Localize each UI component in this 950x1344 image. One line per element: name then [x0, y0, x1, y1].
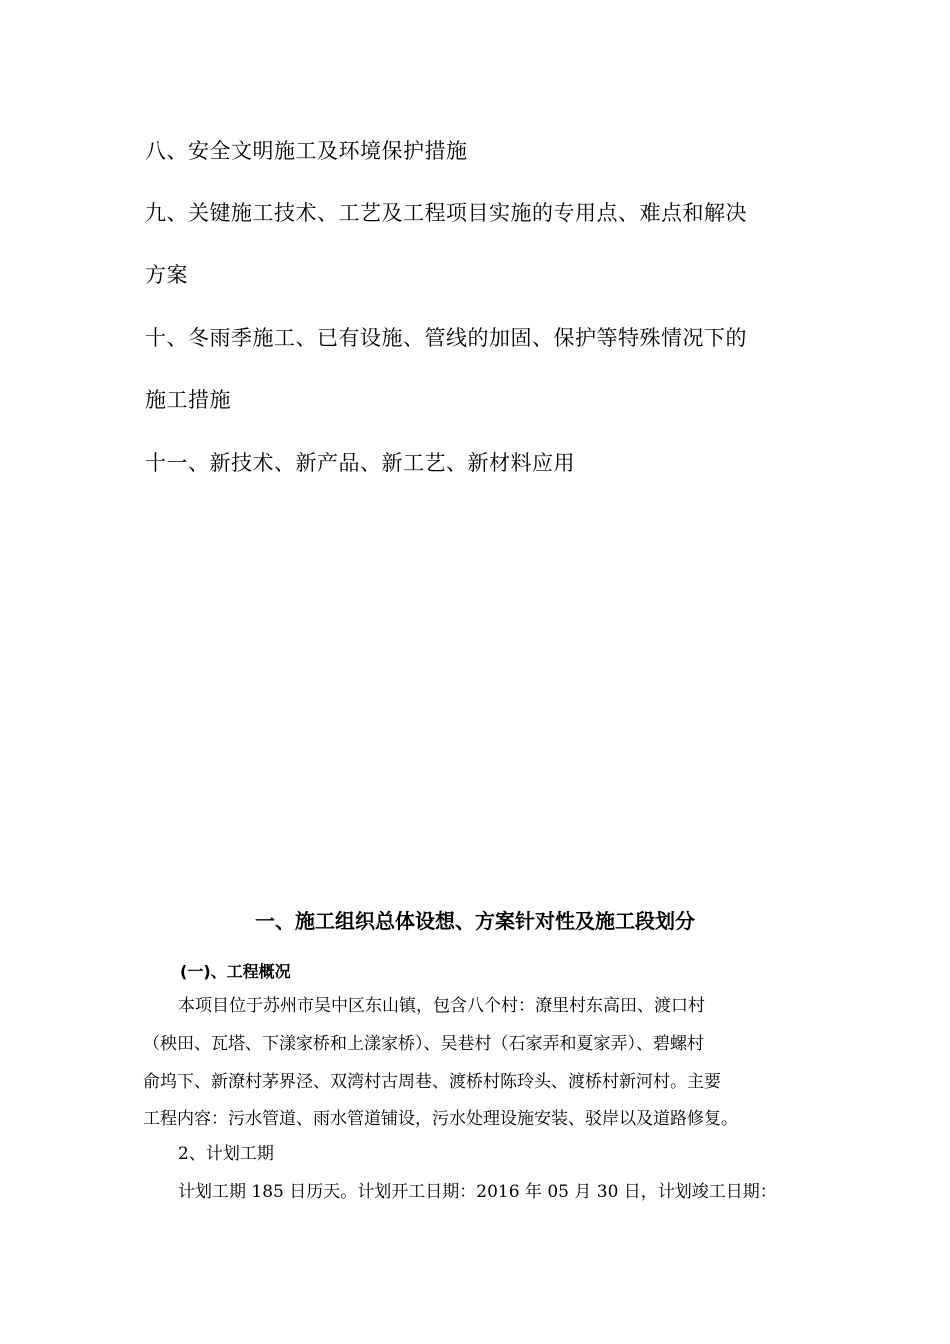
- section-title: 一、施工组织总体设想、方案针对性及施工段划分: [255, 909, 695, 933]
- paragraph-line: 工程内容：污水管道、雨水管道铺设，污水处理设施安装、驳岸以及道路修复。: [143, 1109, 738, 1129]
- paragraph-line: 俞坞下、新潦村茅界泾、双湾村古周巷、渡桥村陈玲头、渡桥村新河村。主要: [143, 1072, 721, 1092]
- schedule-text: 计划工期 185 日历天。计划开工日期：2016 年 05 月 30 日，计划竣工日期：: [178, 1182, 777, 1202]
- toc-item-11: 十一、新技术、新产品、新工艺、新材料应用: [145, 451, 575, 475]
- paragraph-line: （秧田、瓦塔、下漾家桥和上漾家桥）、吴巷村（石家弄和夏家弄）、碧螺村: [143, 1034, 704, 1054]
- paragraph-line: 本项目位于苏州市吴中区东山镇，包含八个村：潦里村东高田、渡口村: [178, 996, 705, 1016]
- toc-item-10-continued: 施工措施: [145, 388, 231, 412]
- toc-item-10: 十、冬雨季施工、已有设施、管线的加固、保护等特殊情况下的: [145, 326, 747, 350]
- toc-item-9: 九、关键施工技术、工艺及工程项目实施的专用点、难点和解决: [145, 201, 747, 225]
- schedule-heading: 2、计划工期: [178, 1144, 274, 1164]
- toc-item-9-continued: 方案: [145, 263, 188, 287]
- project-overview-heading: (一)、工程概况: [180, 962, 291, 981]
- toc-item-8: 八、安全文明施工及环境保护措施: [145, 139, 468, 163]
